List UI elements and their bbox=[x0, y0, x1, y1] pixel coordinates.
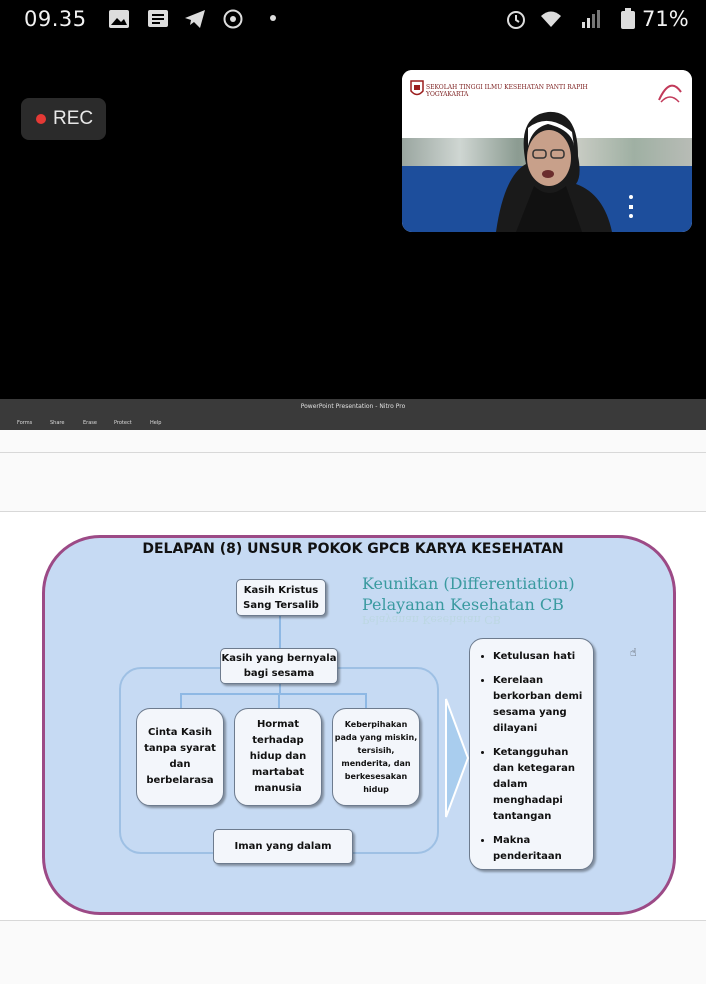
recording-indicator bbox=[21, 98, 106, 140]
bullet-item: • Kerelaan berkorban demi sesama yang dilayani bbox=[493, 673, 587, 737]
battery-percent: 71% bbox=[642, 7, 689, 31]
hand-cursor-icon: ☝ bbox=[630, 646, 637, 659]
slide-subtitle: Keunikan (Differentiation) Pelayanan Kesehatan CB bbox=[362, 574, 575, 614]
bullet-item: • Ketulusan hati bbox=[493, 649, 587, 665]
connector-line bbox=[180, 693, 366, 695]
bullet-list-box bbox=[469, 638, 594, 870]
bullet-item: • Makna penderitaan bbox=[493, 833, 587, 865]
school-name: SEKOLAH TINGGI ILMU KESEHATAN PANTI RAPIH YOGYAKARTA bbox=[426, 84, 588, 98]
menu-protect[interactable]: Protect bbox=[114, 420, 132, 426]
divider bbox=[0, 452, 706, 453]
status-bar bbox=[0, 0, 706, 40]
box-cinta-kasih: Cinta Kasih tanpa syarat dan berbelarasa bbox=[136, 708, 224, 806]
connector-line bbox=[278, 693, 280, 708]
box-hormat: Hormat terhadap hidup dan martabat manusia bbox=[234, 708, 322, 806]
whatsapp-icon bbox=[222, 9, 244, 29]
battery-icon bbox=[620, 8, 636, 30]
signal-icon bbox=[580, 9, 602, 29]
cb-logo-icon bbox=[656, 80, 684, 106]
menu-erase[interactable]: Erase bbox=[83, 420, 97, 426]
window-title: PowerPoint Presentation - Nitro Pro bbox=[300, 403, 406, 410]
arrow-right-icon bbox=[444, 697, 470, 819]
slide-title: DELAPAN (8) UNSUR POKOK GPCB KARYA KESEHATAN bbox=[142, 541, 564, 557]
connector-line bbox=[365, 693, 367, 708]
box-kasih-bernyala: Kasih yang bernyala bagi sesama bbox=[220, 648, 338, 684]
school-logo-icon bbox=[410, 80, 424, 98]
connector-line bbox=[180, 693, 182, 708]
bullet-item: • Ketangguhan dan ketegaran dalam menghadapi tantangan bbox=[493, 745, 587, 825]
messages-icon bbox=[147, 9, 169, 29]
speaker-person bbox=[486, 106, 616, 232]
wifi-icon bbox=[540, 9, 562, 29]
box-kasih-kristus: Kasih Kristus Sang Tersalib bbox=[236, 579, 326, 616]
speaker-video-tile[interactable] bbox=[402, 70, 692, 232]
social-links-icon bbox=[628, 194, 634, 220]
subtitle-reflection: Pelayanan Kesehatan CB bbox=[362, 613, 501, 626]
connector-line bbox=[279, 616, 281, 648]
box-iman: Iman yang dalam bbox=[213, 829, 353, 864]
menu-share[interactable]: Share bbox=[50, 420, 65, 426]
gallery-icon bbox=[108, 9, 130, 29]
menu-forms[interactable]: Forms bbox=[17, 420, 33, 426]
box-keberpihakan: Keberpihakan pada yang miskin, tersisih, menderita, dan berkesesakan hidup bbox=[332, 708, 420, 806]
recording-label: REC bbox=[53, 108, 94, 129]
telegram-icon bbox=[184, 9, 206, 29]
record-dot-icon bbox=[36, 114, 46, 124]
alarm-icon bbox=[505, 9, 527, 29]
divider bbox=[0, 920, 706, 921]
notification-dot-icon bbox=[270, 15, 276, 21]
menu-help[interactable]: Help bbox=[150, 420, 162, 426]
clock: 09.35 bbox=[24, 7, 87, 31]
